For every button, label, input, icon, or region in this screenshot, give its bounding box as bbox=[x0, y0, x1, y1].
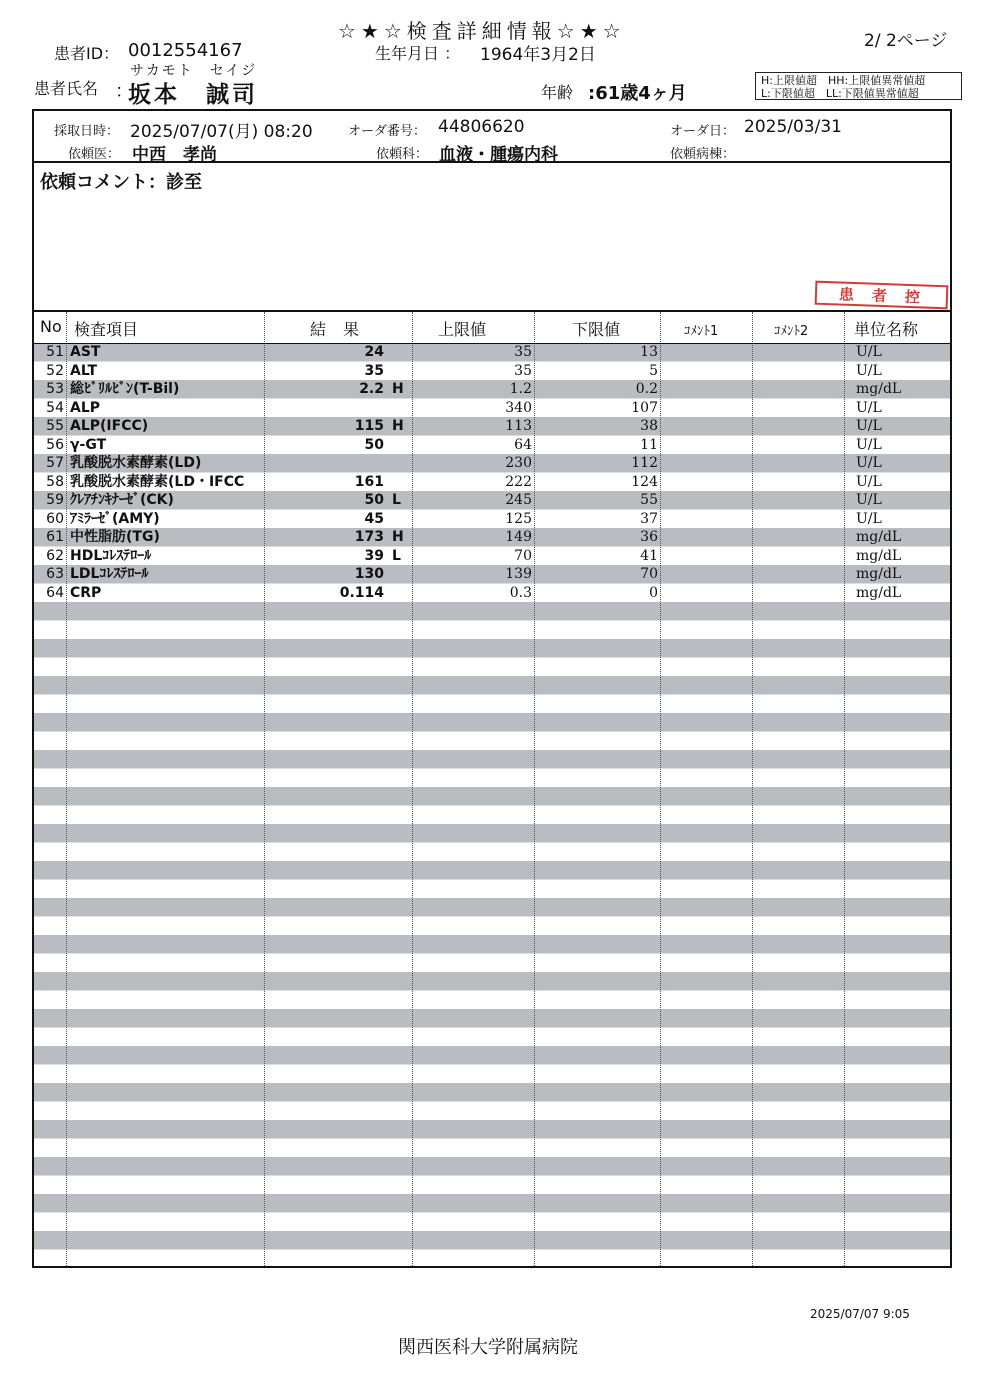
cell-item: ｱﾐﾗｰｾﾞ(AMY) bbox=[70, 510, 160, 527]
table-body bbox=[34, 343, 950, 602]
cell-item: 中性脂肪(TG) bbox=[70, 529, 160, 545]
table-row bbox=[34, 362, 950, 381]
cell-upper: 125 bbox=[505, 510, 532, 527]
cell-unit: U/L bbox=[856, 418, 882, 434]
cell-lower: 41 bbox=[640, 547, 658, 564]
table-row bbox=[34, 473, 950, 492]
cell-lower: 13 bbox=[640, 344, 658, 360]
cell-item: 乳酸脱水素酵素(LD) bbox=[70, 455, 202, 471]
patient-name-kana: サカモト セイジ bbox=[130, 63, 258, 79]
patient-id-value: 0012554167 bbox=[128, 40, 243, 61]
cell-flag: H bbox=[392, 418, 404, 434]
cell-lower: 5 bbox=[649, 362, 658, 379]
cell-flag: L bbox=[392, 492, 401, 508]
patient-name-colon: ： bbox=[115, 81, 133, 102]
table-row bbox=[34, 547, 950, 566]
cell-unit: U/L bbox=[856, 399, 882, 416]
dob-value: 1964年3月2日 bbox=[480, 45, 596, 65]
cell-result: 173 bbox=[354, 529, 384, 545]
cell-result: 24 bbox=[364, 344, 384, 360]
print-timestamp: 2025/07/07 9:05 bbox=[810, 1307, 910, 1321]
cell-upper: 245 bbox=[505, 492, 532, 508]
table-row bbox=[34, 510, 950, 529]
cell-no: 60 bbox=[46, 510, 64, 527]
patient-name-label: 患者氏名 bbox=[34, 79, 99, 98]
cell-unit: U/L bbox=[856, 436, 882, 453]
cell-lower: 38 bbox=[640, 418, 658, 434]
legend-line-upper: H:上限値超 HH:上限値異常値超 bbox=[761, 74, 926, 87]
cell-flag: L bbox=[392, 547, 401, 564]
header-item: 検査項目 bbox=[74, 320, 139, 339]
dept-label: 依頼科： bbox=[376, 147, 429, 162]
table-row bbox=[34, 528, 950, 547]
cell-unit: U/L bbox=[856, 362, 882, 379]
flag-legend bbox=[755, 72, 962, 100]
cell-unit: mg/dL bbox=[856, 547, 902, 564]
cell-unit: U/L bbox=[856, 344, 882, 360]
cell-result: 0.114 bbox=[339, 584, 384, 601]
request-comment-box bbox=[32, 162, 952, 312]
cell-upper: 222 bbox=[505, 473, 532, 490]
cell-result: 115 bbox=[354, 418, 384, 434]
cell-item: γ-GT bbox=[70, 436, 107, 453]
cell-upper: 139 bbox=[505, 566, 532, 582]
patient-id-label: 患者ID： bbox=[54, 44, 120, 63]
table-row bbox=[34, 454, 950, 473]
cell-lower: 0 bbox=[649, 584, 658, 601]
cell-item: CRP bbox=[70, 584, 102, 601]
cell-result: 50 bbox=[364, 492, 384, 508]
header-result: 結 果 bbox=[310, 320, 366, 339]
cell-result: 39 bbox=[364, 547, 384, 564]
cell-no: 59 bbox=[46, 492, 64, 508]
order-no-value: 44806620 bbox=[438, 117, 525, 137]
cell-item: HDLｺﾚｽﾃﾛｰﾙ bbox=[70, 547, 152, 564]
cell-item: ALT bbox=[70, 362, 97, 379]
cell-upper: 230 bbox=[505, 455, 532, 471]
page-number: 2/ 2ページ bbox=[864, 31, 948, 51]
order-date-label: オーダ日： bbox=[670, 124, 736, 139]
header-comment1: ｺﾒﾝﾄ1 bbox=[684, 324, 719, 339]
ward-label: 依頼病棟： bbox=[670, 147, 736, 162]
results-table bbox=[32, 312, 952, 1268]
cell-item: ALP bbox=[70, 399, 101, 416]
cell-result: 45 bbox=[364, 510, 384, 527]
cell-lower: 11 bbox=[640, 436, 658, 453]
cell-upper: 35 bbox=[514, 362, 532, 379]
cell-upper: 64 bbox=[514, 436, 532, 453]
request-comment: 依頼コメント：診至 bbox=[40, 172, 202, 193]
header-no: No bbox=[40, 317, 62, 336]
cell-lower: 124 bbox=[631, 473, 658, 490]
cell-unit: mg/dL bbox=[856, 529, 902, 545]
cell-lower: 70 bbox=[640, 566, 658, 582]
hospital-name: 関西医科大学附属病院 bbox=[398, 1337, 578, 1358]
cell-no: 54 bbox=[46, 399, 64, 416]
cell-upper: 113 bbox=[505, 418, 532, 434]
table-row bbox=[34, 343, 950, 362]
table-row bbox=[34, 565, 950, 584]
patient-copy-stamp: 患者控 bbox=[815, 281, 949, 310]
age-label: 年齢 bbox=[541, 83, 574, 102]
page-title: ☆★☆検査詳細情報☆★☆ bbox=[338, 19, 626, 43]
cell-no: 57 bbox=[46, 455, 64, 471]
cell-unit: mg/dL bbox=[856, 584, 902, 601]
cell-lower: 36 bbox=[640, 529, 658, 545]
cell-unit: U/L bbox=[856, 510, 882, 527]
patient-name-value: 坂本 誠司 bbox=[128, 82, 258, 108]
header-unit: 単位名称 bbox=[854, 320, 919, 339]
cell-item: 乳酸脱水素酵素(LD・IFCC bbox=[70, 473, 245, 490]
table-row bbox=[34, 399, 950, 418]
cell-no: 63 bbox=[46, 566, 64, 582]
cell-unit: mg/dL bbox=[856, 381, 902, 397]
cell-upper: 1.2 bbox=[509, 381, 532, 397]
doctor-value: 中西 孝尚 bbox=[132, 145, 217, 165]
table-row bbox=[34, 417, 950, 436]
cell-result: 2.2 bbox=[359, 381, 384, 397]
cell-item: LDLｺﾚｽﾃﾛｰﾙ bbox=[70, 566, 149, 582]
cell-no: 51 bbox=[46, 344, 64, 360]
cell-lower: 0.2 bbox=[635, 381, 658, 397]
cell-item: 総ﾋﾞﾘﾙﾋﾞﾝ(T-Bil) bbox=[70, 381, 180, 397]
dob-label: 生年月日 ： bbox=[375, 44, 461, 63]
legend-line-lower: L:下限値超 LL:下限値異常値超 bbox=[761, 87, 919, 100]
cell-no: 55 bbox=[46, 418, 64, 434]
cell-upper: 0.3 bbox=[509, 584, 532, 601]
dept-value: 血液・腫瘍内科 bbox=[439, 145, 558, 165]
collected-value: 2025/07/07(月) 08:20 bbox=[130, 122, 313, 142]
cell-unit: U/L bbox=[856, 492, 882, 508]
cell-result: 50 bbox=[364, 436, 384, 453]
cell-no: 64 bbox=[46, 584, 64, 601]
collected-label: 採取日時： bbox=[54, 124, 120, 139]
cell-no: 62 bbox=[46, 547, 64, 564]
table-header bbox=[34, 312, 950, 344]
order-no-label: オーダ番号： bbox=[348, 124, 427, 139]
table-row bbox=[34, 584, 950, 603]
header-lower: 下限値 bbox=[572, 320, 621, 339]
cell-upper: 340 bbox=[505, 399, 532, 416]
cell-lower: 37 bbox=[640, 510, 658, 527]
cell-flag: H bbox=[392, 381, 404, 397]
cell-no: 58 bbox=[46, 473, 64, 490]
cell-no: 53 bbox=[46, 381, 64, 397]
cell-upper: 149 bbox=[505, 529, 532, 545]
table-row bbox=[34, 436, 950, 455]
order-date-value: 2025/03/31 bbox=[744, 117, 842, 137]
cell-result: 161 bbox=[354, 473, 384, 490]
cell-no: 61 bbox=[46, 529, 64, 545]
table-row bbox=[34, 380, 950, 399]
cell-item: ALP(IFCC) bbox=[70, 418, 149, 434]
cell-no: 56 bbox=[46, 436, 64, 453]
cell-no: 52 bbox=[46, 362, 64, 379]
cell-upper: 70 bbox=[514, 547, 532, 564]
cell-unit: U/L bbox=[856, 473, 882, 490]
cell-item: ｸﾚｱﾁﾝｷﾅｰｾﾞ(CK) bbox=[70, 492, 174, 508]
header-upper: 上限値 bbox=[438, 320, 487, 339]
doctor-label: 依頼医： bbox=[68, 147, 121, 162]
cell-flag: H bbox=[392, 529, 404, 545]
cell-lower: 112 bbox=[631, 455, 658, 471]
order-info-box bbox=[32, 109, 952, 163]
cell-result: 130 bbox=[354, 566, 384, 582]
cell-lower: 55 bbox=[640, 492, 658, 508]
cell-upper: 35 bbox=[514, 344, 532, 360]
cell-unit: mg/dL bbox=[856, 566, 902, 582]
cell-lower: 107 bbox=[631, 399, 658, 416]
age-value: :61歳4ヶ月 bbox=[588, 83, 687, 104]
table-row bbox=[34, 491, 950, 510]
cell-unit: U/L bbox=[856, 455, 882, 471]
header-comment2: ｺﾒﾝﾄ2 bbox=[774, 324, 809, 339]
cell-item: AST bbox=[70, 344, 101, 360]
cell-result: 35 bbox=[364, 362, 384, 379]
